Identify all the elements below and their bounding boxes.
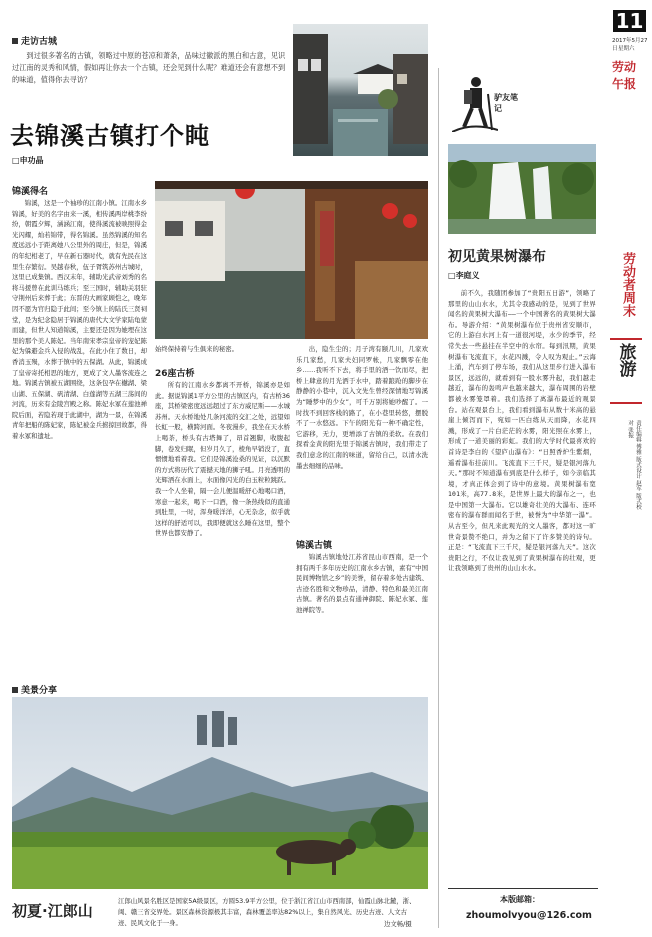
- column-2-text: [155, 380, 290, 668]
- photo-caption-tail: 始终保持着与生俱来的秘密。: [155, 345, 239, 353]
- footer-email: zhoumolvyou@126.com: [466, 910, 592, 921]
- author-name-2: 李庭义: [455, 271, 480, 280]
- footer-label: 本版邮箱：: [500, 895, 540, 904]
- vertical-travel-label: [610, 338, 642, 404]
- vertical-section-label: 劳动者周末: [620, 252, 635, 317]
- section-tag-travel: 走访古城: [12, 34, 57, 47]
- column-divider: [438, 68, 439, 928]
- weekday: 星期六: [618, 46, 635, 52]
- author-name: 申功晶: [19, 156, 44, 165]
- date: 2017年5月27日: [612, 38, 648, 52]
- heading-guzhen: 锦溪古镇: [296, 541, 333, 551]
- travel-label-text: 旅游: [615, 343, 636, 377]
- right-article-title: 初见黄果树瀑布: [448, 249, 546, 265]
- paper-name: 劳动午报: [612, 60, 637, 91]
- middle-photo-canal: [155, 181, 428, 339]
- main-title: 去锦溪古镇打个盹: [10, 122, 210, 150]
- heading-jinxi-name: 锦溪得名: [12, 187, 49, 197]
- photo-caption: 江郎山风景名胜区是国家5A级景区，方圆53.9平方公里，位于浙江省江山市西南部，仙霞山脉北麓，浙、闽、赣三省交界处。景区森林资源极其丰富，森林覆盖率达82%以上，集自然风光、历史古迹、人文古迹、民风文化于一身。: [118, 897, 416, 927]
- right-article-text: [448, 288, 596, 886]
- photo-credit: 边文畅/摄: [384, 920, 412, 928]
- waterfall-photo: [448, 144, 596, 234]
- footer-rule: [448, 888, 598, 889]
- column-name: 驴友笔记: [494, 93, 518, 113]
- guzhen-info: [296, 552, 428, 668]
- right-paragraph: 前不久，我随团参加了“贵阳五日游”，领略了那里的山山水水，尤其令我感动的是，见到了世界闻名的黄果树大瀑布——一个中国著名的黄果树大瀑布。导游介绍：“黄果树瀑布位于贵州省安顺市，它的上游白水河上有一道很河堤，水少的季节，经常失去一些悬挂在半空中的水帘。每到汛期，黄果树瀑布飞流直下，水花四溅，令人叹为观止。”云海上涌，汽车到了停车场，我们从这里步行进入瀑布景区，远远的，就看到有一股水雾升起，我们越走越近，瀑布的轰鸣声也越来越大，瀑布周围的岩壁都被水雾笼罩着。我们选择了离瀑布最近的观景台。站在观景台上，我们看到瀑布从数十米高的悬崖上倾泻而下，宛如一匹白练从天而降，水花四溅，形成了一片白茫茫的水雾，阳光照在水雾上，形成了一道美丽的彩虹。我们的大学时代最喜欢的首诗是李白的《望庐山瀑布》：“日照香炉生紫烟，遥看瀑布挂前川。飞流直下三千尺，疑是银河落九天。”那时不知道瀑布到底是什么样子，如今亲临其境，才真正体会到了诗中的意境。黄果树瀑布宽101米，高77.8米，是世界上最大的瀑布之一，也是中国第一大瀑布。它以雄奇壮美的大瀑布、连环密布的瀑布群而闻名于世，被誉为“中华第一瀑”。从古至今，但凡来此观光的文人墨客，都对这一旷世奇景赞不绝口，并为之留下了许多赞美的诗句。正是：“飞流直下三千尺，疑是银河落九天”。这次贵阳之行，不仅让我见到了黄果树瀑布的壮观，更让我领略到了贵州的山山水水。: [448, 289, 596, 573]
- photo-title: 初夏·江郎山: [12, 902, 93, 920]
- top-photo-watertown: [293, 24, 428, 156]
- col1-paragraph: 锦溪，这是一个袖珍的江南小镇。江南水乡锦溪，好美的名字由来一溪，相传溪两岸桃李纷纷，朝霞夕辉，涵涵江南，使得溪流被映照得金光闪耀，灿若锦带，得名锦溪。虽然锦溪的知名度远远小于距离她八公里外的周庄，但是，锦溪的年纪相老了，早在新石器时代，就有先民在这里生存繁衍。吴越春秋，伍子胥筑苏州古城时，这里已成集镇。西汉末年，辅助光武帝刘秀的名将马援曾在此训马练兵；至三国时，辅助关羽驻守荆州后来葬于此；东晋的大画家顾恺之，晚年因不愿为官归隐于此间；至今镇上的陆氏三贤祠堂，是为纪念隐居于锦溪的唐代大文学家陆龟蒙而建，但世人知道锦溪，主要还是因为她埋在这里的那个美人陈妃。当年南宋孝宗皇帝的宠妃陈妃为躲避金兵入侵的战乱，在此小住了数日，却香消玉殒，水葬于镇中的五保湖。从此，锦溪成了皇帝寄托相思的地方，更成了文人墨客流连之地。锦溪古镇被五湖围绕，这条包孕在樾湖、梁山湖、五保湖、矾清湖、白莲湖等五湖三荡间的河流，历来有金陵宫殿之称。陈妃水冢在莲池禅院后面，若隐若现于此湖中，湖为一景，在锦溪青年把船的陈妃家，陈妃被金兵掳掠回故都，得着水冢和遗址。: [12, 199, 147, 441]
- col3-paragraph: 出，隐生尘的；月子湾有颐几川，几家欢乐几家愁，几家夫妇同罗帐，几家飘零在他乡……我听不下去，将手里的酒一饮而尽，把桥上肆意的月光洒于水中，踏着踉跄的脚步在静静的小巷中，沉入文先生曾经深情地写锦溪为“睡梦中的少女”，可千万别将她吵醒了。一时找不到回客栈的路了，在小巷里转悠，摆脱不了一水悠远。下午的阳光有一种不确定性，它游移，无力，更增添了古镇的柔软。在我们探看金黄的阳光里于锦溪古镇时，我们带走了我们意念的江南的味道，留给自己，以清水洗墨去细细的品味。: [296, 345, 428, 470]
- guzhen-info-paragraph: 锦溪古镇地处江苏省昆山市西南，是一个拥有两千多年历史的江南水乡古镇，素有“中国民间博物馆之乡”的美誉，留存着多处古建筑、古迹名胜和文物珍品，清静、特色和最美江南古镇。著名的景点有通神御院、陈妃水冢、莲池禅院等。: [296, 553, 428, 614]
- author-waterfall: □李庭义: [448, 271, 480, 280]
- heading-bridges: 26座古桥: [155, 369, 195, 379]
- column-3-text: [296, 344, 428, 534]
- page-number: 11: [613, 10, 646, 32]
- scenery-photo-jianglang: [12, 697, 428, 889]
- section-tag-scenery: 美景分享: [12, 683, 57, 696]
- column-1-text: [12, 198, 147, 668]
- intro-text: 到过很多著名的古镇，领略过中原的苍凉和萧条，品味过徽派的黑白和古意，见识过江南的灵秀和风情，假如再让你去一个古镇，还会见到什么呢？难道还会有意想不到的味道，值得你去寻访？: [12, 51, 286, 84]
- hiker-icon: [452, 72, 498, 132]
- col2-paragraph: 所有的江南水乡都离不开桥，锦溪亦是如此。据说锦溪1平方公里的古镇区内，有古桥36座，其桥梁密度远远超过了东方威尼斯——水城苏州。天水桥地处几条河流的交汇之处，远望如长虹一般，横跨河面。冬夜漫步，我坐在天水桥上喝茶，桥头有古塔舞了，昂首翘脚，收腹起脚，卷发归眠，但岁月久了，棱角早销没了，直惯惯地看着我。它们是锦溪沧桑的见证，以沉默的方式将历代了震撼天地的狮子吼。月亮透明的光辉洒在水面上，水面像闪光的白玉粒粒跳跃。我一个人坐着，隔一会儿便温暖舒心地喝口酒，寒意一起来，喝下一口酒，像一条热线似的直通到肚里，一时，浑身暖洋洋，心无杂念，似乎就这样的舒适可以，我即便就这么睡在这里，整个世界也都安静了。: [155, 381, 290, 538]
- editors: 责任编辑 傅雅 版式设计 赵军 版式校对 张振: [627, 420, 641, 510]
- author-jinxi: □申功晶: [12, 156, 44, 165]
